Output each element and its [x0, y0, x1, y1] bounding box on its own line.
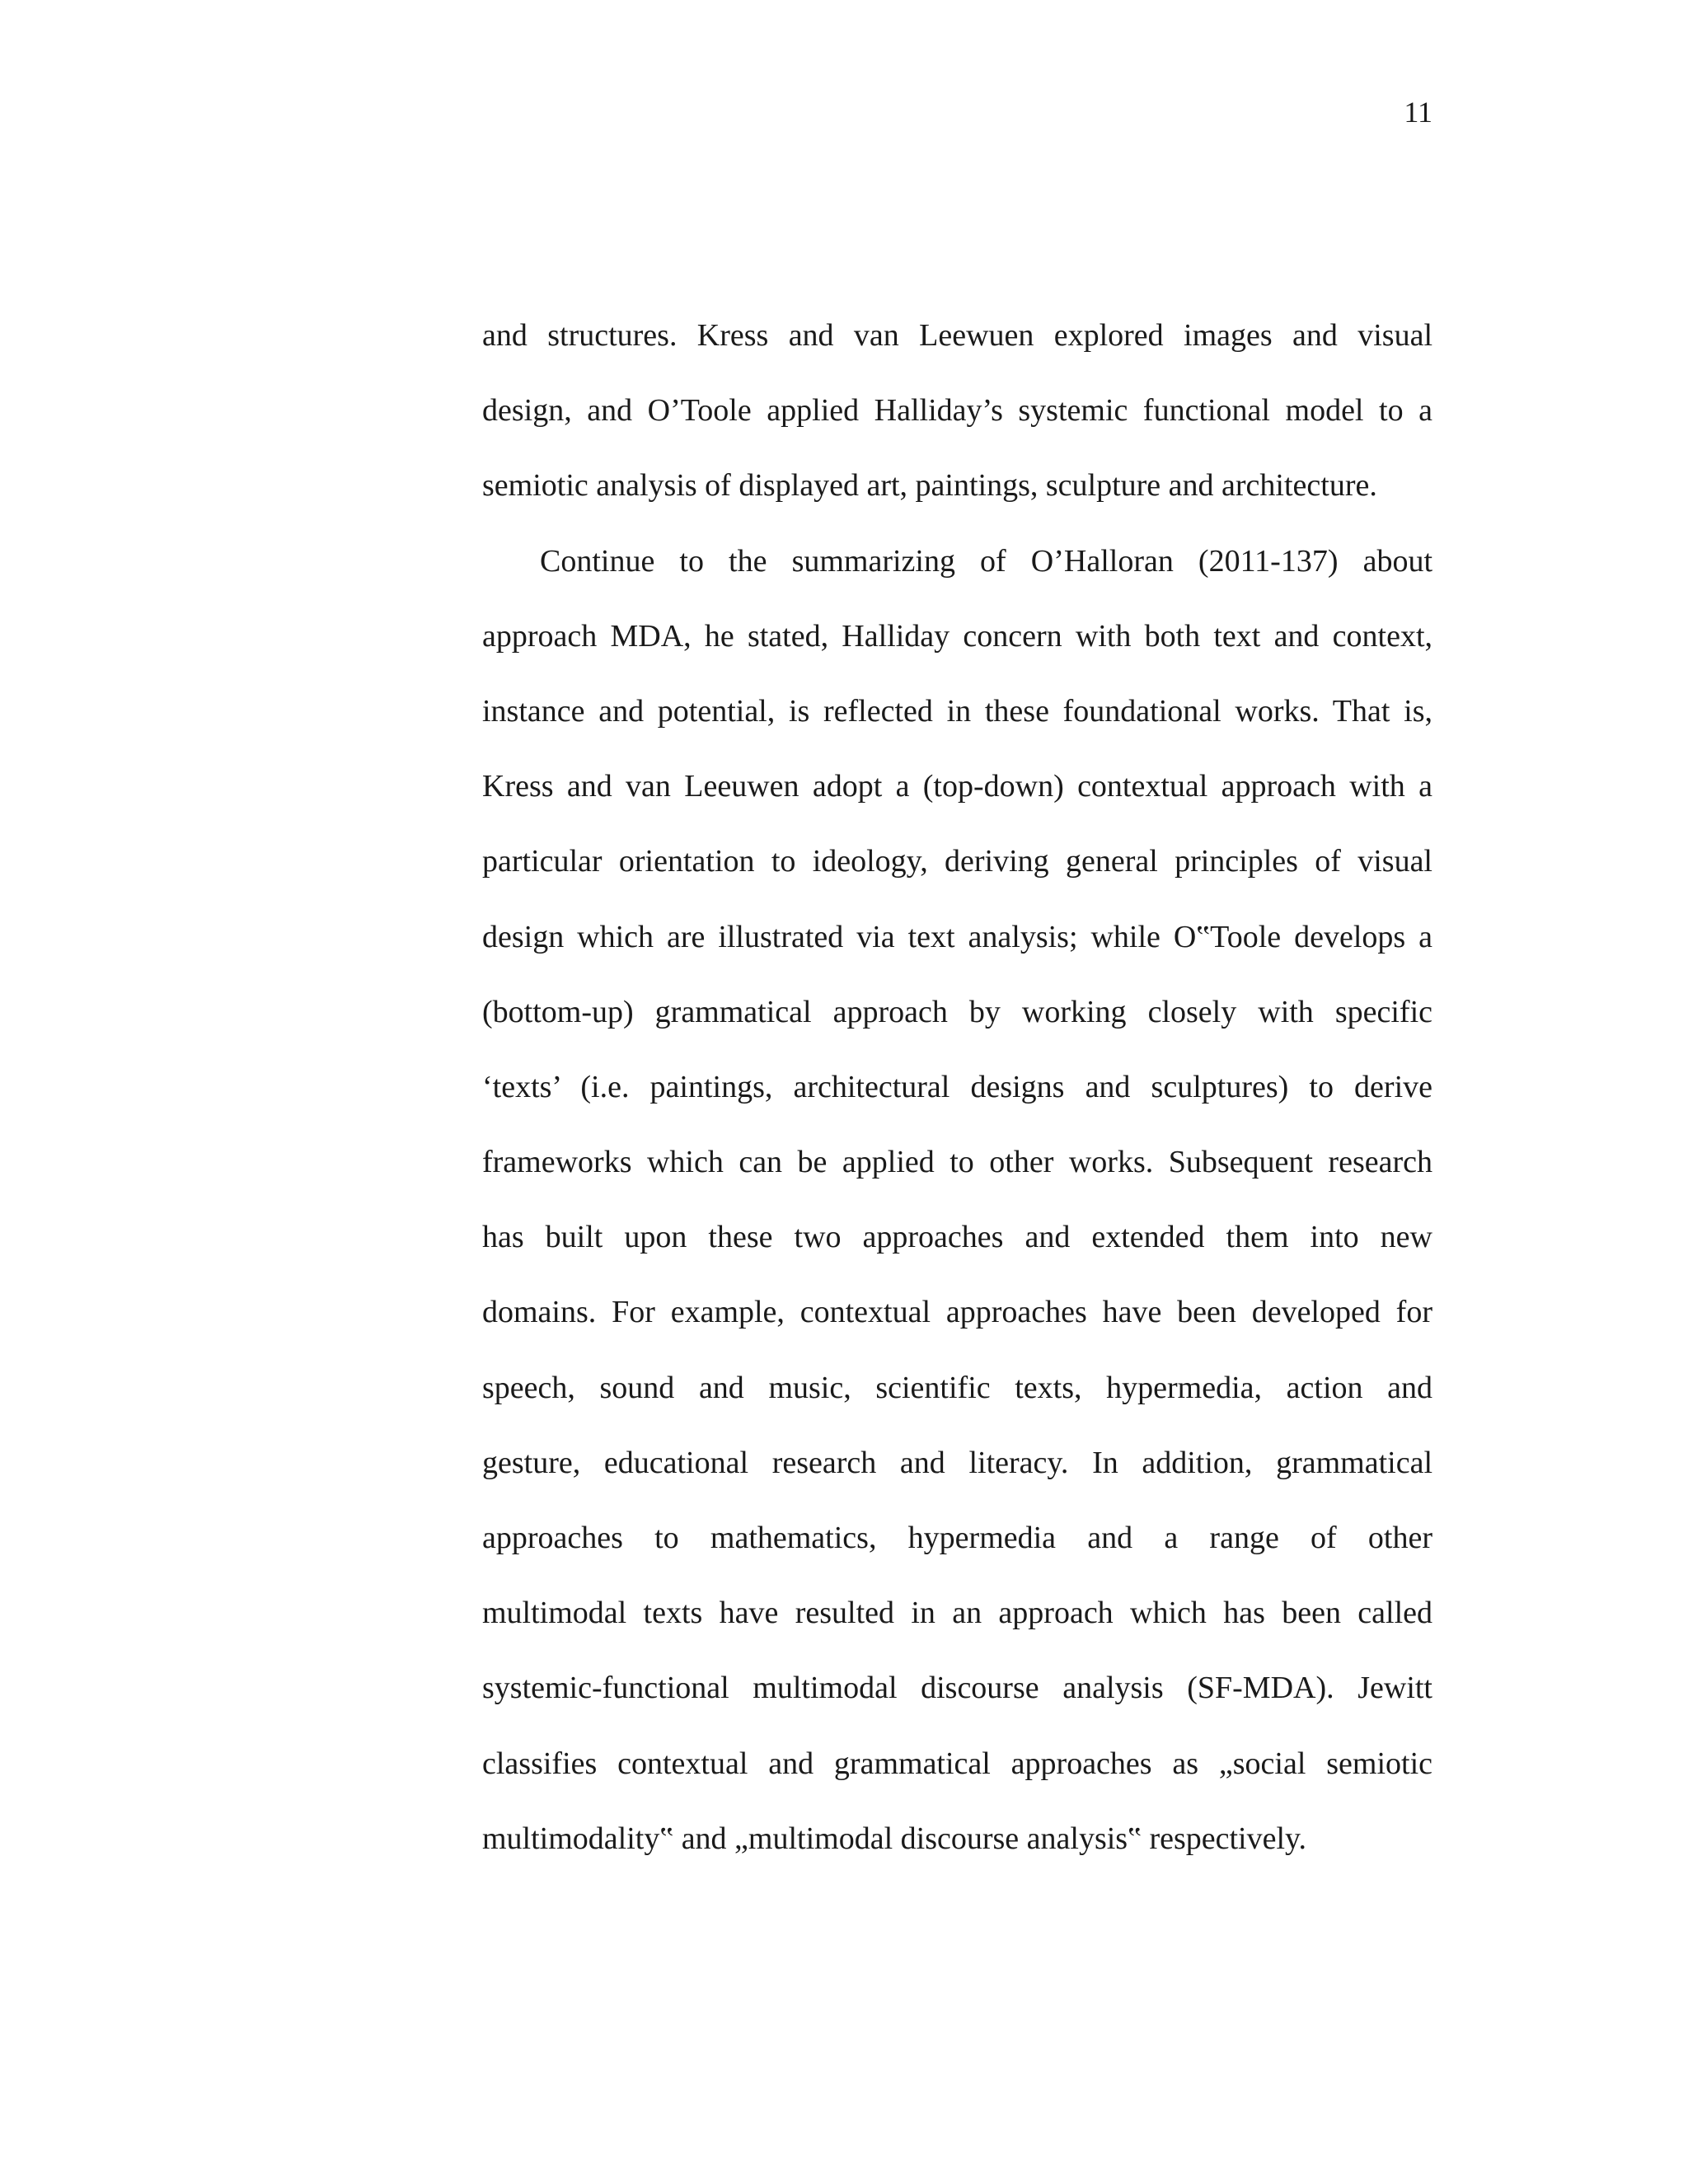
text-line: domains. For example, contextual approaches have been developed for [482, 1295, 1432, 1330]
text-line: Kress and van Leeuwen adopt a (top-down) contextual approach with a [482, 769, 1432, 804]
body-text [482, 298, 1432, 1877]
text-line: particular orientation to ideology, deriving general principles of visual [482, 844, 1432, 879]
text-line: (bottom-up) grammatical approach by working closely with specific [482, 994, 1432, 1029]
text-line: has built upon these two approaches and extended them into new [482, 1220, 1432, 1255]
text-line: design, and O’Toole applied Halliday’s systemic functional model to a [482, 393, 1432, 429]
text-line: ‘texts’ (i.e. paintings, architectural designs and sculptures) to derive [482, 1069, 1432, 1104]
text-line: multimodal texts have resulted in an approach which has been called [482, 1596, 1432, 1631]
text-line: frameworks which can be applied to other works. Subsequent research [482, 1145, 1432, 1180]
text-line: speech, sound and music, scientific texts, hypermedia, action and [482, 1370, 1432, 1405]
text-line: design which are illustrated via text analysis; while O‟Toole develops a [482, 919, 1432, 954]
text-line: gesture, educational research and literacy. In addition, grammatical [482, 1445, 1432, 1480]
text-line: Continue to the summarizing of O’Halloran (2011-137) about [540, 543, 1432, 579]
text-line: multimodality‟ and „multimodal discourse analysis‟ respectively. [482, 1821, 1307, 1856]
text-line: approach MDA, he stated, Halliday concern with both text and context, [482, 618, 1432, 654]
text-line: systemic-functional multimodal discourse analysis (SF-MDA). Jewitt [482, 1671, 1432, 1706]
text-line: approaches to mathematics, hypermedia and a range of other [482, 1521, 1432, 1555]
text-line: and structures. Kress and van Leewuen explored images and visual [482, 318, 1432, 353]
text-line: classifies contextual and grammatical approaches as „social semiotic [482, 1746, 1432, 1781]
text-line: semiotic analysis of displayed art, paintings, sculpture and architecture. [482, 468, 1377, 504]
page-number: 11 [1404, 96, 1432, 129]
text-line: instance and potential, is reflected in these foundational works. That is, [482, 693, 1432, 729]
